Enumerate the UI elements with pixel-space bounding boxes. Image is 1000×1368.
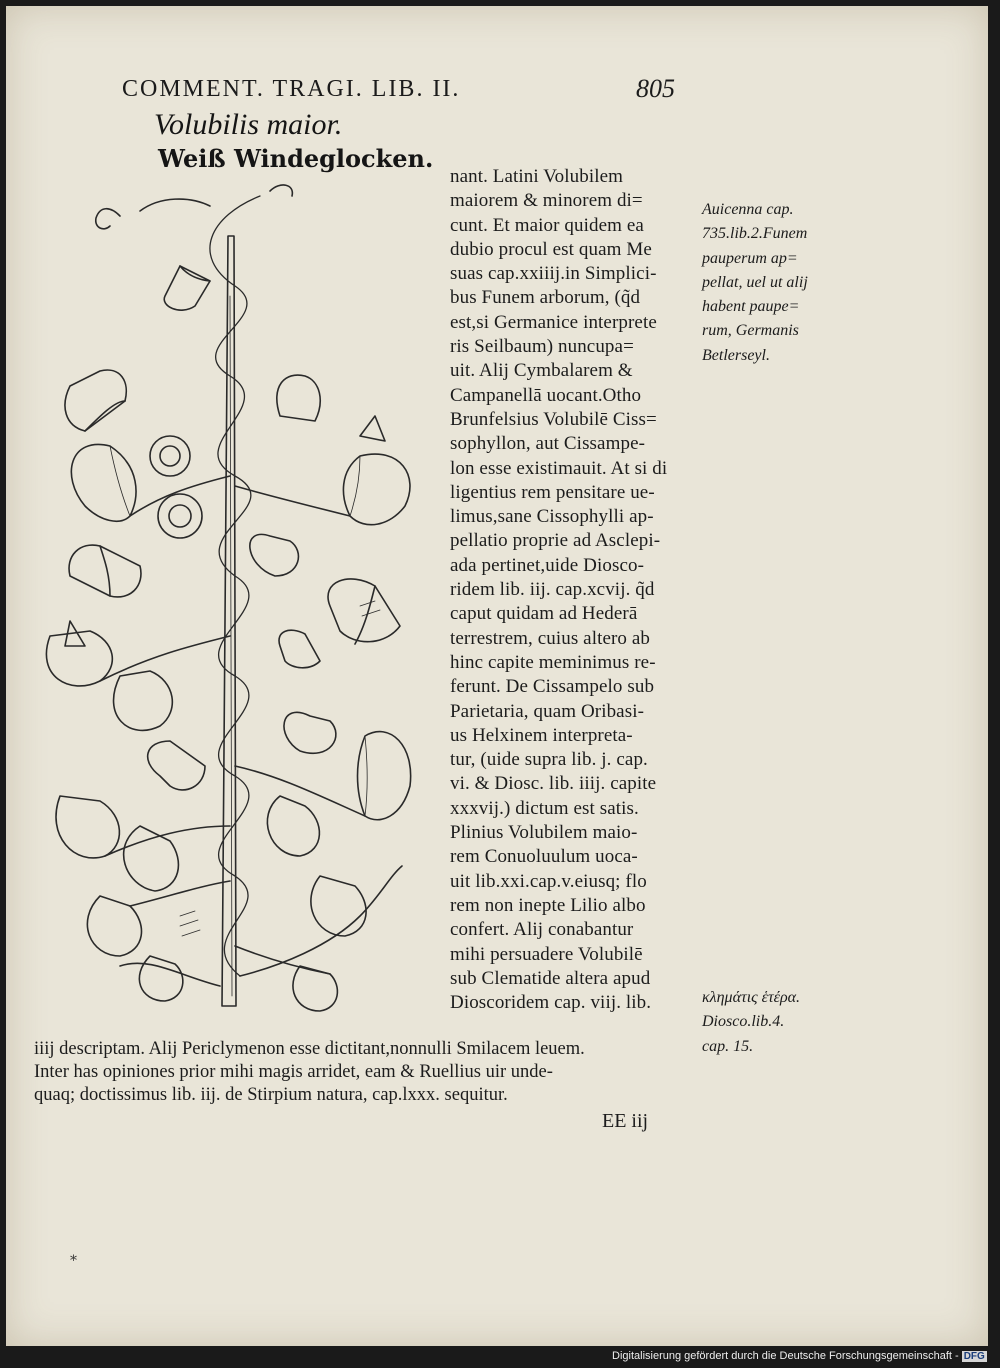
margin-note-line: pellat, uel ut alij [702, 273, 808, 291]
text-line: ligentius rem pensitare ue- [450, 481, 655, 503]
text-line: pellatio proprie ad Asclepi- [450, 530, 661, 552]
text-line: uit. Alij Cymbalarem & [450, 360, 633, 382]
margin-note-line: pauperum ap= [702, 249, 798, 267]
margin-notes [702, 198, 822, 368]
margin-note-line: Betlerseyl. [702, 346, 770, 364]
text-line: vi. & Diosc. lib. iiij. capite [450, 773, 657, 795]
text-line: Dioscoridem cap. viij. lib. [450, 992, 652, 1014]
text-line: sub Clematide altera apud [450, 967, 651, 989]
text-line: mihi persuadere Volubilē [450, 943, 643, 965]
text-line: Brunfelsius Volubilē Ciss= [450, 408, 657, 430]
text-line: est,si Germanice interprete [450, 311, 657, 333]
footer-text: Digitalisierung gefördert durch die Deutsche Forschungsgemeinschaft - [612, 1350, 959, 1362]
text-line: quaq; doctissimus lib. iij. de Stirpium natura, cap.lxxx. sequitur. [34, 1085, 508, 1105]
text-line: rem non inepte Lilio albo [450, 894, 646, 916]
text-line: Inter has opiniones prior mihi magis arridet, eam & Ruellius uir unde- [34, 1062, 553, 1082]
text-line: us Helxinem interpreta- [450, 724, 633, 746]
digitization-footer [612, 1350, 987, 1362]
text-line: Campanellā uocant.Otho [450, 384, 642, 406]
text-line: cunt. Et maior quidem ea [450, 214, 644, 236]
text-line: Parietaria, quam Oribasi- [450, 700, 645, 722]
text-line: Plinius Volubilem maio- [450, 822, 638, 844]
text-line: suas cap.xxiiij.in Simplici- [450, 263, 657, 285]
text-line: rem Conuoluulum uoca- [450, 846, 638, 868]
signature-mark: EE iij [602, 1110, 649, 1132]
text-line: tur, (uide supra lib. j. cap. [450, 749, 648, 771]
text-line: uit lib.xxi.cap.v.eiusq; flo [450, 870, 647, 892]
plant-title: Volubilis maior. [154, 108, 343, 141]
margin-note-line: rum, Germanis [702, 322, 799, 340]
margin-note-line: κλημάτις ἑτέρα. [702, 989, 801, 1006]
text-line: sophyllon, aut Cissampe- [450, 433, 646, 455]
plant-woodcut-illustration [30, 176, 450, 1026]
margin-note-line: habent paupe= [702, 298, 800, 316]
text-line: bus Funem arborum, (q̃d [450, 287, 641, 309]
text-line: dubio procul est quam Me [450, 238, 652, 260]
folio-number: 805 [636, 74, 675, 103]
text-line: lon esse existimauit. At si di [450, 457, 668, 479]
text-line: ferunt. De Cissampelo sub [450, 676, 655, 698]
text-line: limus,sane Cissophylli ap- [450, 506, 654, 528]
text-line: caput quidam ad Hederā [450, 603, 638, 625]
plant-german-name: Weiß Windeglocken. [158, 144, 434, 173]
text-line: confert. Alij conabantur [450, 919, 634, 941]
text-line: maiorem & minorem di= [450, 190, 643, 212]
text-line: xxxvij.) dictum est satis. [450, 797, 639, 819]
main-text-column [450, 165, 702, 1015]
page-mark: * [70, 1253, 77, 1269]
text-line: ris Seilbaum) nuncupa= [450, 336, 634, 358]
margin-note-line: cap. 15. [702, 1037, 754, 1055]
margin-note-line: 735.lib.2.Funem [702, 225, 808, 243]
running-title: COMMENT. TRAGI. LIB. II. [122, 76, 461, 102]
text-line: ridem lib. iij. cap.xcvij. q̃d [450, 579, 655, 601]
text-line: nant. Latini Volubilem [450, 166, 624, 187]
dfg-logo: DFG [963, 1351, 985, 1362]
text-line: iiij descriptam. Alij Periclymenon esse dictitant,nonnulli Smilacem leuem. [34, 1039, 585, 1059]
text-line: terrestrem, cuius altero ab [450, 627, 651, 649]
margin-notes-bottom [702, 986, 832, 1059]
full-width-text [34, 1038, 714, 1107]
margin-note-line: Diosco.lib.4. [702, 1013, 785, 1031]
text-line: ada pertinet,uide Diosco- [450, 554, 645, 576]
margin-note-line: Auicenna cap. [702, 201, 794, 218]
text-line: hinc capite meminimus re- [450, 651, 656, 673]
